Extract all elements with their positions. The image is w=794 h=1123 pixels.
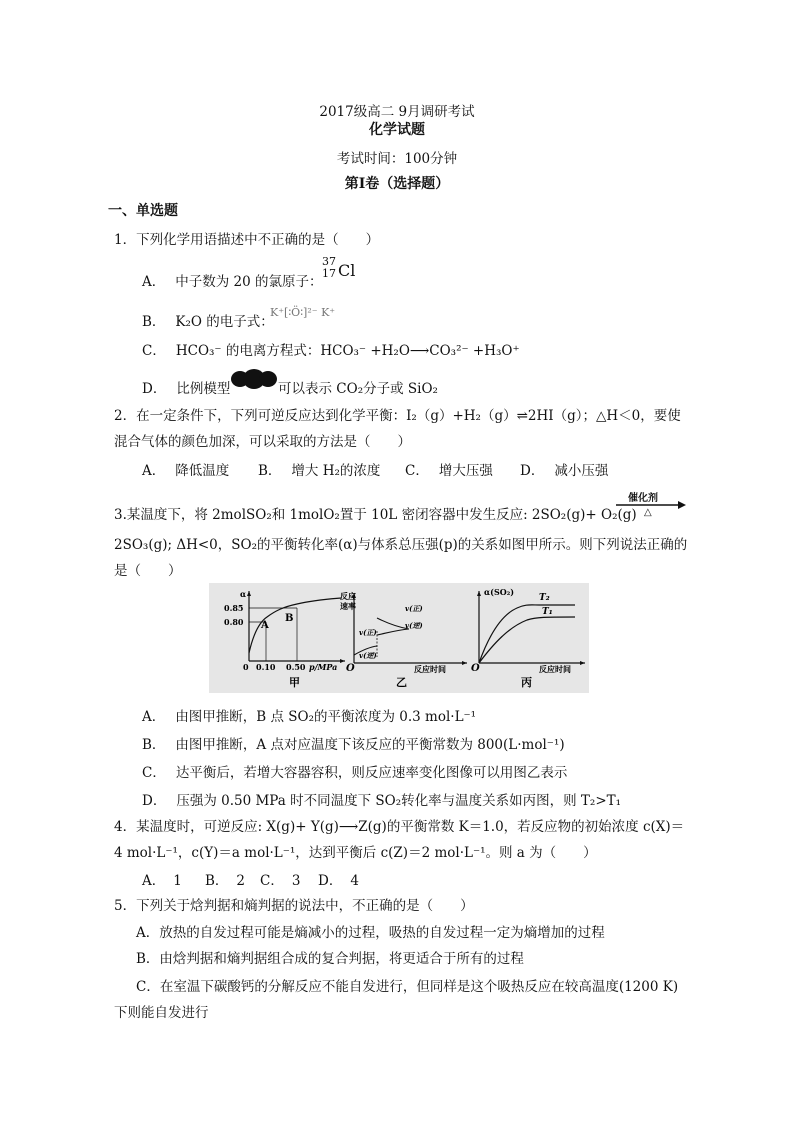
q3-stem-line3: 是（ ） xyxy=(114,563,182,579)
q2-option-d xyxy=(520,459,608,479)
q5-stem: 5．下列关于焓判据和熵判据的说法中，不正确的是（ ） xyxy=(114,898,474,914)
jia-y-tick-080: 0.80 xyxy=(224,617,244,627)
q4-option-d xyxy=(318,869,359,889)
q4-c-text: 3 xyxy=(291,873,301,889)
bing-origin: O xyxy=(471,663,480,674)
bing-ylabel: α(SO₂) xyxy=(484,587,514,597)
q4-d-label: D． xyxy=(318,873,343,889)
yi-x-arrow xyxy=(462,661,467,665)
q2-c-text: 增大压强 xyxy=(438,463,493,479)
q3-stem-line2: 2SO₃(g); ΔH<0，SO₂的平衡转化率(α)与体系总压强(p)的关系如图甲所示。则下列说法正确的 xyxy=(114,537,688,553)
q3-c-text: 达平衡后，若增大容器容积，则反应速率变化图像可以用图乙表示 xyxy=(175,765,568,781)
q3-option-a xyxy=(142,705,476,725)
q3-option-c xyxy=(142,761,567,781)
yi-ylabel-1: 反应 xyxy=(340,591,356,601)
q2-option-a xyxy=(142,459,229,479)
bing-x-arrow xyxy=(580,661,585,665)
bing-xlabel: 反应时间 xyxy=(539,664,571,674)
q1-c-text: HCO₃⁻ 的电离方程式：HCO₃⁻ +H₂O⟶CO₃²⁻ +H₃O⁺ xyxy=(175,343,520,359)
part-title: 一、单选题 xyxy=(108,203,178,219)
yi-caption: 乙 xyxy=(396,676,407,689)
q3-option-b xyxy=(142,733,565,753)
q3-figure-panel xyxy=(209,583,589,693)
jia-x-unit: p/MPa xyxy=(309,662,338,672)
q3-charts-svg xyxy=(209,583,589,693)
catalyst-label: 催化剂 xyxy=(628,493,658,504)
jia-point-a: A xyxy=(261,620,269,631)
q4-stem-line2: 4 mol·L⁻¹，c(Y)＝a mol·L⁻¹，达到平衡后 c(Z)＝2 mol·L⁻¹。则 a 为（ ） xyxy=(114,845,597,861)
chart-bing xyxy=(471,587,585,689)
jia-x-tick-010: 0.10 xyxy=(256,662,276,672)
co2-space-filling-model xyxy=(230,368,278,390)
q4-c-label: C． xyxy=(260,873,284,889)
q4-a-text: 1 xyxy=(173,873,182,889)
bing-curve-t1 xyxy=(479,617,575,663)
reaction-arrow-icon xyxy=(616,501,688,509)
q3-stem-line1: 3.某温度下，将 2molSO₂和 1molO₂置于 10L 密闭容器中发生反应: 2SO₂(g)+ O₂(g) xyxy=(114,507,637,523)
heat-delta-label: △ xyxy=(644,507,652,518)
exam-header-line: 2017级高二 9月调研考试 xyxy=(319,104,475,120)
q1-c-label: C． xyxy=(142,343,166,359)
q4-b-label: B． xyxy=(205,873,229,889)
q3-d-text: 压强为 0.50 MPa 时不同温度下 SO₂转化率与温度关系如丙图，则 T₂>T₁ xyxy=(176,793,622,809)
q1-a-text: 中子数为 20 的氯原子： xyxy=(175,274,323,290)
yi-label-v-reverse-before: v(逆) xyxy=(359,651,377,660)
jia-y-tick-085: 0.85 xyxy=(224,603,244,613)
q4-stem-line1: 4．某温度时，可逆反应: X(g)+ Y(g)⟶Z(g)的平衡常数 K＝1.0，若反应物的初始浓度 c(X)＝ xyxy=(114,819,685,835)
q5-option-b: B．由焓判据和熵判据组合成的复合判据，将更适合于所有的过程 xyxy=(136,951,524,967)
jia-x-tick-050: 0.50 xyxy=(286,662,306,672)
jia-x-arrow xyxy=(340,659,345,663)
bing-label-t1: T₁ xyxy=(542,607,553,617)
k2o-electron-formula: K⁺[∶Ö∶]²⁻ K⁺ xyxy=(270,306,336,319)
q2-b-label: B． xyxy=(258,463,282,479)
q3-a-text: 由图甲推断，B 点 SO₂的平衡浓度为 0.3 mol·L⁻¹ xyxy=(175,709,477,725)
q4-option-c xyxy=(260,869,300,889)
q4-option-a xyxy=(142,869,182,889)
bing-label-t2: T₂ xyxy=(539,593,550,603)
q3-b-text: 由图甲推断，A 点对应温度下该反应的平衡常数为 800(L·mol⁻¹) xyxy=(175,737,565,753)
q4-d-text: 4 xyxy=(350,873,359,889)
q2-stem-line1: 2．在一定条件下，下列可逆反应达到化学平衡：I₂（g）+H₂（g）⇌2HI（g）；△H＜0，要使 xyxy=(114,408,681,424)
q5-option-a: A．放热的自发过程可能是熵减小的过程，吸热的自发过程一定为熵增加的过程 xyxy=(136,925,605,941)
yi-xlabel: 反应时间 xyxy=(414,664,446,674)
yi-origin: O xyxy=(346,663,355,674)
q4-option-b xyxy=(205,869,245,889)
q3-b-label: B． xyxy=(142,737,166,753)
q1-option-d xyxy=(142,377,230,397)
q3-d-label: D． xyxy=(142,793,167,809)
chart-yi xyxy=(340,591,467,689)
jia-origin: 0 xyxy=(243,662,249,672)
q2-d-text: 减小压强 xyxy=(554,463,609,479)
q2-a-label: A． xyxy=(142,463,166,479)
q1-d-label: D． xyxy=(142,381,167,397)
bing-curve-t2 xyxy=(479,605,575,663)
q1-option-a xyxy=(142,270,323,290)
q2-c-label: C． xyxy=(405,463,429,479)
yi-label-v-forward: v(正) xyxy=(405,604,423,613)
q1-b-label: B． xyxy=(142,314,166,330)
q2-d-label: D． xyxy=(520,463,545,479)
q3-c-label: C． xyxy=(142,765,166,781)
yi-label-v-forward-before: v(正) xyxy=(359,628,377,637)
q4-b-text: 2 xyxy=(236,873,246,889)
q2-option-b xyxy=(258,459,380,479)
q2-stem-line2: 混合气体的颜色加深，可以采取的方法是（ ） xyxy=(114,434,411,450)
bing-caption: 丙 xyxy=(521,676,532,689)
q3-a-label: A． xyxy=(142,709,166,725)
q1-d-text-after: 可以表示 CO₂分子或 SiO₂ xyxy=(278,381,438,397)
q1-option-c xyxy=(142,339,520,359)
jia-ylabel: α xyxy=(240,589,247,599)
q3-option-d xyxy=(142,789,621,809)
q2-a-text: 降低温度 xyxy=(175,463,230,479)
nuclide-atomic-number: 17 xyxy=(322,267,336,280)
q1-b-text: K₂O 的电子式： xyxy=(175,314,274,330)
q5-option-c-line2: 下则能自发进行 xyxy=(114,1005,209,1021)
q1-a-label: A． xyxy=(142,274,166,290)
q1-stem: 1．下列化学用语描述中不正确的是（ ） xyxy=(114,232,380,248)
jia-point-b: B xyxy=(285,613,294,624)
exam-title: 化学试题 xyxy=(369,122,425,138)
nuclide-mass-number: 37 xyxy=(322,255,336,268)
q4-a-label: A． xyxy=(142,873,166,889)
chlorine-nuclide-symbol xyxy=(322,256,336,280)
jia-y-arrow xyxy=(247,591,251,596)
q2-b-text: 增大 H₂的浓度 xyxy=(291,463,381,479)
q1-d-text-before: 比例模型 xyxy=(176,381,231,397)
nuclide-element: Cl xyxy=(338,261,356,280)
chart-jia xyxy=(224,589,345,689)
section-title: 第I卷（选择题） xyxy=(344,176,450,192)
jia-caption: 甲 xyxy=(289,676,300,689)
bing-y-arrow xyxy=(477,591,481,596)
yi-label-v-reverse: v(逆) xyxy=(405,621,423,630)
q1-option-b xyxy=(142,310,274,330)
q5-option-c-line1: C．在室温下碳酸钙的分解反应不能自发进行，但同样是这个吸热反应在较高温度(1200 K) xyxy=(136,979,679,995)
q2-option-c xyxy=(405,459,493,479)
yi-ylabel-2: 速率 xyxy=(340,601,356,611)
exam-time: 考试时间：100分钟 xyxy=(336,151,458,167)
